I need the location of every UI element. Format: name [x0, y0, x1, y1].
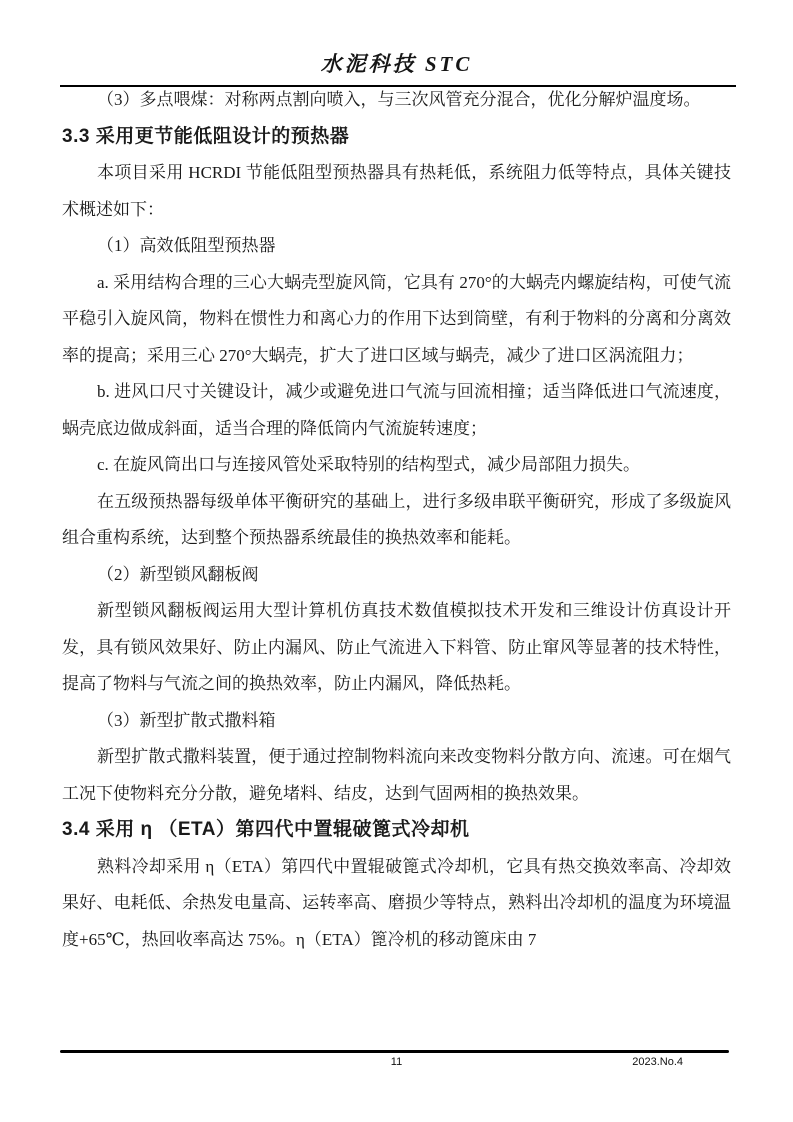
footer: [62, 1056, 731, 1072]
page-number: 11: [390, 1056, 403, 1068]
footer-rule: [60, 1050, 729, 1053]
paragraph-hcrdi-intro: 本项目采用 HCRDI 节能低阻型预热器具有热耗低，系统阻力低等特点，具体关键技术概述如下：: [62, 163, 731, 219]
paragraph-item-1-title: （1）高效低阻型预热器: [97, 236, 276, 255]
paragraph-five-stage-preheater: 在五级预热器每级单体平衡研究的基础上，进行多级串联平衡研究，形成了多级旋风组合重构系统，达到整个预热器系统最佳的换热效率和能耗。: [62, 491, 731, 547]
paragraph-multi-point-coal-feed: （3）多点喂煤：对称两点割向喷入，与三次风管充分混合，优化分解炉温度场。: [97, 90, 701, 109]
section-heading-3-4: 3.4 采用 η （ETA）第四代中置辊破篦式冷却机: [62, 819, 470, 840]
journal-title: 水泥科技 STC: [320, 52, 473, 76]
paragraph-spreading-box: 新型扩散式撒料装置，便于通过控制物料流向来改变物料分散方向、流速。可在烟气工况下使物料充分分散，避免堵料、结皮，达到气固两相的换热效果。: [62, 747, 731, 803]
paragraph-eta-cooler: 熟料冷却采用 η（ETA）第四代中置辊破篦式冷却机，它具有热交换效率高、冷却效果好、电耗低、余热发电量高、运转率高、磨损少等特点，熟料出冷却机的温度为环境温度+65℃，热回收率高达 75%。η（ETA）篦冷机的移动篦床由 7: [62, 856, 731, 949]
section-heading-3-3: 3.3 采用更节能低阻设计的预热器: [62, 125, 350, 147]
paragraph-flap-valve: 新型锁风翻板阀运用大型计算机仿真技术数值模拟技术开发和三维设计仿真设计开发，具有锁风效果好、防止内漏风、防止气流进入下料管、防止窜风等显著的技术特性，提高了物料与气流之间的换热效率，防止内漏风，降低热耗。: [62, 601, 731, 693]
paragraph-item-c: c. 在旋风筒出口与连接风管处采取特别的结构型式，减少局部阻力损失。: [97, 455, 641, 474]
paragraph-item-2-title: （2）新型锁风翻板阀: [97, 564, 259, 584]
paragraph-item-b: b. 进风口尺寸关键设计，减少或避免进口气流与回流相撞；适当降低进口气流速度，蜗壳底边做成斜面，适当合理的降低筒内气流旋转速度；: [62, 382, 731, 438]
issue-label: 2023.No.4: [632, 1056, 683, 1068]
paragraph-item-3-title: （3）新型扩散式撒料箱: [97, 710, 276, 730]
paragraph-item-a: a. 采用结构合理的三心大蜗壳型旋风筒，它具有 270°的大蜗壳内螺旋结构，可使气流平稳引入旋风筒，物料在惯性力和离心力的作用下达到筒壁，有利于物料的分离和分离效率的提高；采用三心 270°大蜗壳，扩大了进口区域与蜗壳，减少了进口区涡流阻力；: [62, 272, 731, 365]
document-body: [62, 82, 731, 958]
